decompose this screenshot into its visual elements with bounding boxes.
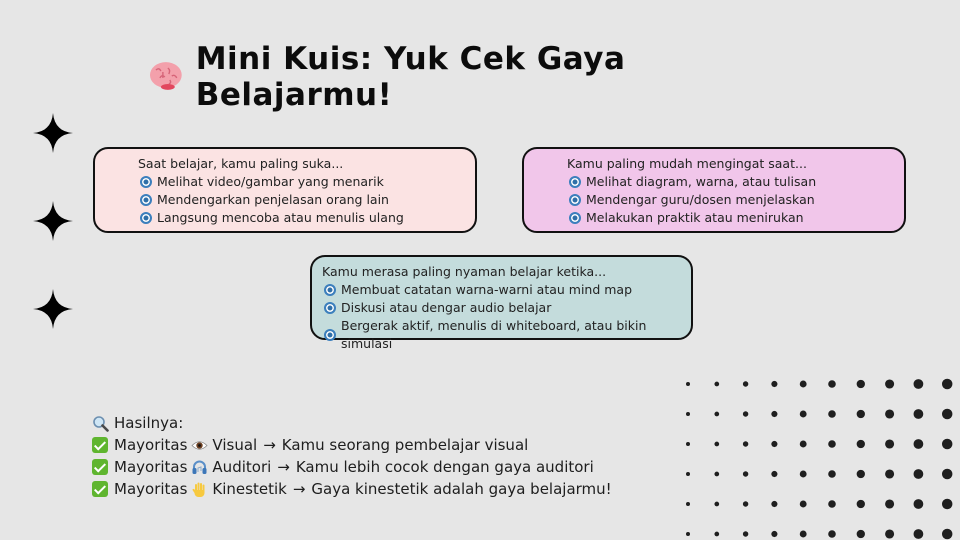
sparkle-icon	[33, 201, 73, 241]
option-list	[322, 281, 691, 353]
brain-icon	[148, 60, 184, 94]
dot	[714, 502, 719, 507]
option-list	[138, 173, 475, 227]
dot	[914, 529, 924, 539]
dot	[800, 381, 807, 388]
dot	[914, 379, 924, 389]
dot	[743, 441, 748, 446]
dot	[942, 529, 952, 539]
sparkle-icon	[33, 289, 73, 329]
option-item[interactable]: Membuat catatan warna-warni atau mind map	[322, 281, 691, 299]
sparkle-icon	[33, 113, 73, 153]
dot	[885, 469, 894, 478]
dot	[914, 439, 924, 449]
dot	[942, 409, 952, 419]
dot	[714, 412, 719, 417]
dot	[771, 411, 777, 417]
radio-button-icon	[324, 329, 336, 341]
result-row-visual: Mayoritas Visual → Kamu seorang pembelajar visual	[92, 434, 612, 456]
dot	[771, 531, 777, 537]
radio-button-icon	[140, 176, 152, 188]
dot	[714, 472, 719, 477]
dot	[828, 410, 836, 418]
dot	[942, 379, 952, 389]
raised-hand-icon	[191, 481, 208, 498]
radio-button-icon	[569, 176, 581, 188]
dot	[714, 442, 719, 447]
question-card-2	[522, 147, 906, 233]
dot	[885, 529, 894, 538]
dot	[686, 382, 690, 386]
dot	[885, 439, 894, 448]
dot	[800, 441, 807, 448]
dot	[800, 411, 807, 418]
dot	[885, 409, 894, 418]
option-item[interactable]: Diskusi atau dengar audio belajar	[322, 299, 691, 317]
option-item[interactable]: Melihat video/gambar yang menarik	[138, 173, 475, 191]
dot	[942, 499, 952, 509]
dot	[828, 500, 836, 508]
dot	[828, 380, 836, 388]
question-card-3	[310, 255, 693, 351]
radio-button-icon	[569, 194, 581, 206]
dot	[857, 410, 865, 418]
check-mark-icon	[92, 437, 108, 453]
dot	[800, 501, 807, 508]
dot	[771, 441, 777, 447]
dot	[771, 381, 777, 387]
headphones-icon	[191, 459, 208, 476]
dot	[686, 502, 690, 506]
dot	[828, 530, 836, 538]
dot	[743, 471, 748, 476]
question-text: Kamu merasa paling nyaman belajar ketika...	[322, 264, 607, 279]
dot	[914, 499, 924, 509]
dot	[885, 379, 894, 388]
question-card-1	[93, 147, 477, 233]
radio-button-icon	[569, 212, 581, 224]
dot	[857, 440, 865, 448]
radio-button-icon	[140, 212, 152, 224]
dot	[743, 411, 748, 416]
dot	[743, 501, 748, 506]
option-item[interactable]: Mendengar guru/dosen menjelaskan	[567, 191, 904, 209]
radio-button-icon	[324, 284, 336, 296]
dot	[771, 471, 777, 477]
dot	[800, 471, 807, 478]
check-mark-icon	[92, 481, 108, 497]
dot	[743, 381, 748, 386]
results-heading: Hasilnya:	[92, 412, 612, 434]
question-text: Kamu paling mudah mengingat saat...	[567, 156, 807, 171]
dot	[714, 532, 719, 537]
dot	[686, 412, 690, 416]
dot	[914, 469, 924, 479]
dot	[914, 409, 924, 419]
option-item[interactable]: Melihat diagram, warna, atau tulisan	[567, 173, 904, 191]
dot	[771, 501, 777, 507]
radio-button-icon	[324, 302, 336, 314]
dot	[828, 470, 836, 478]
results-section	[92, 412, 612, 500]
dot	[686, 532, 690, 536]
eye-icon	[191, 437, 208, 454]
dot	[800, 531, 807, 538]
option-item[interactable]: Mendengarkan penjelasan orang lain	[138, 191, 475, 209]
dot	[686, 472, 690, 476]
dot	[714, 382, 719, 387]
dot	[942, 469, 952, 479]
dot	[828, 440, 836, 448]
option-item[interactable]: Bergerak aktif, menulis di whiteboard, atau bikin simulasi	[322, 317, 691, 353]
dot	[857, 470, 865, 478]
option-item[interactable]: Melakukan praktik atau menirukan	[567, 209, 904, 227]
page-title	[148, 41, 828, 113]
dot	[857, 500, 865, 508]
dot	[686, 442, 690, 446]
title-text: Mini Kuis: Yuk Cek Gaya Belajarmu!	[195, 41, 626, 113]
dot	[743, 531, 748, 536]
dot	[885, 499, 894, 508]
result-row-auditori: Mayoritas Auditori → Kamu lebih cocok dengan gaya auditori	[92, 456, 612, 478]
result-row-kinestetik: Mayoritas Kinestetik → Gaya kinestetik adalah gaya belajarmu!	[92, 478, 612, 500]
radio-button-icon	[140, 194, 152, 206]
option-item[interactable]: Langsung mencoba atau menulis ulang	[138, 209, 475, 227]
option-list	[567, 173, 904, 227]
dot	[942, 439, 952, 449]
check-mark-icon	[92, 459, 108, 475]
magnifier-icon	[92, 415, 109, 432]
question-text: Saat belajar, kamu paling suka...	[138, 156, 344, 171]
dot	[857, 530, 865, 538]
dot	[857, 380, 865, 388]
